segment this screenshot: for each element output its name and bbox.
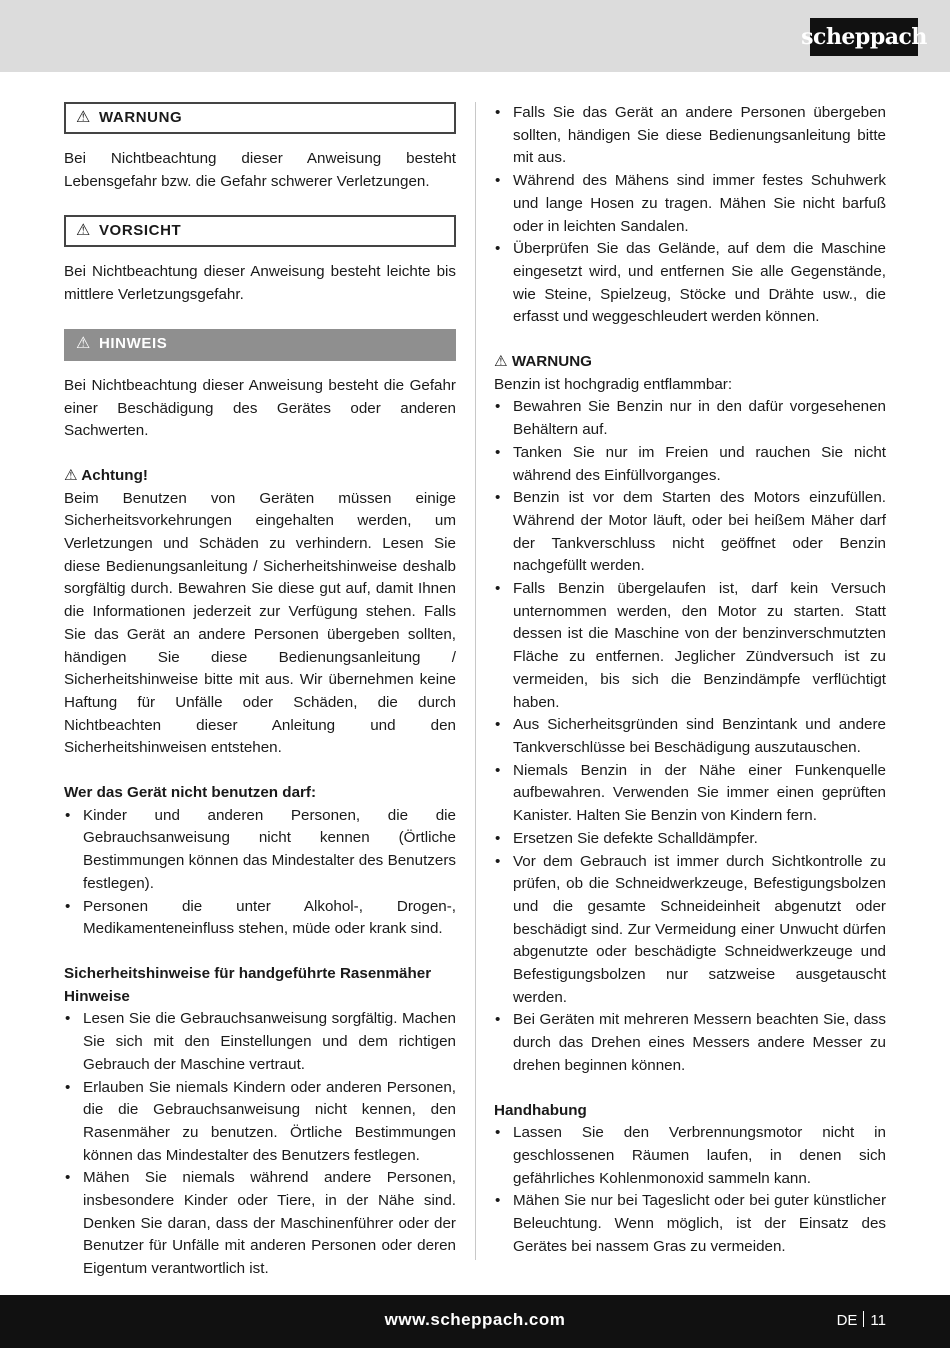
warning-box [64, 102, 456, 134]
language-code: DE [836, 1312, 858, 1329]
warning-triangle-icon: ⚠ [64, 466, 82, 484]
list-item: • Bei Geräten mit mehreren Messern beachten Sie, dass durch das Drehen eines Messers andere Messer zu drehen beginnen können. [494, 1009, 886, 1077]
warning-label: WARNUNG [98, 108, 183, 126]
caution-label: VORSICHT [98, 222, 182, 240]
who-may-not-use-heading: Wer das Gerät nicht benutzen darf: [64, 784, 317, 802]
list-item: • Lassen Sie den Verbrennungsmotor nicht in geschlossenen Räumen laufen, in denen sich gefährliches Kohlenmonoxid sammeln kann. [494, 1122, 886, 1190]
warning-triangle-icon: ⚠ [76, 108, 91, 126]
list-item: • Falls Benzin übergelaufen ist, darf kein Versuch unternommen werden, den Motor zu starten. Statt dessen ist die Maschine von der benzinverschmutzten Fläche zu entfernen. Jeglicher Zündversuch ist zu vermeiden, bis sich die Benzindämpfe verflüchtigt haben. [494, 578, 886, 714]
page-indicator [837, 1311, 886, 1329]
handling-list [494, 1122, 886, 1258]
fuel-warning-list [494, 396, 886, 1077]
warning-triangle-icon: ⚠ [76, 335, 91, 353]
list-item: • Tanken Sie nur im Freien und rauchen Sie nicht während des Einfüllvorganges. [494, 442, 886, 487]
handling-heading: Handhabung [494, 1101, 587, 1119]
list-item: • Ersetzen Sie defekte Schalldämpfer. [494, 828, 886, 851]
list-item: • Personen die unter Alkohol-, Drogen-, Medikamenteneinfluss stehen, müde oder krank sind. [64, 896, 456, 941]
list-item: • Kinder und anderen Personen, die die Gebrauchsanweisung nicht kennen (Örtliche Bestimmungen können das Mindestalter des Benutzers festlegen). [64, 805, 456, 896]
list-item: • Bewahren Sie Benzin nur in den dafür vorgesehenen Behältern auf. [494, 396, 886, 441]
notice-text: Bei Nichtbeachtung dieser Anweisung besteht die Gefahr einer Beschädigung des Gerätes oder anderen Sachwerten. [64, 376, 456, 440]
attention-text: Beim Benutzen von Geräten müssen einige Sicherheitsvorkehrungen eingehalten werden, um Verletzungen und Schäden zu verhindern. Lesen Sie diese Bedienungsanleitung / Sicherheitshinweise deshalb sorgfältig durch. Bewahren Sie diese gut auf, damit Ihnen die Informationen jederzeit zur Verfügung stehen. Falls Sie das Gerät an andere Personen übergeben sollten, händigen Sie diese Bedienungsanleitung / Sicherheitshinweise bitte mit aus. Wir übernehmen keine Haftung für Unfälle oder Schäden, die durch Nichtbeachten dieser Anleitung und den Sicherheitshinweisen entstehen. [64, 489, 456, 757]
fuel-warning-heading: ⚠ WARNUNG [494, 353, 592, 371]
brand-logo: scheppach [810, 18, 918, 56]
header-bar [0, 0, 950, 72]
list-item: • Vor dem Gebrauch ist immer durch Sichtkontrolle zu prüfen, ob die Schneidwerkzeuge, Befestigungsbolzen und die gesamte Schneideinheit abgenutzt oder beschädigt sind. Zur Vermeidung einer Unwucht dürfen abgenutzte oder beschädigte Schneidwerkzeuge und Befestigungsbolzen nur satzweise ausgetauscht werden. [494, 851, 886, 1010]
warning-triangle-icon: ⚠ [494, 353, 512, 371]
left-column [64, 102, 456, 1281]
intro-list [494, 102, 886, 329]
safety-subheading: Hinweise [64, 987, 130, 1005]
list-item: • Benzin ist vor dem Starten des Motors einzufüllen. Während der Motor läuft, oder bei heißem Mäher darf der Tankverschluss nicht geöffnet oder Benzin nachgefüllt werden. [494, 487, 886, 578]
list-item: • Erlauben Sie niemals Kindern oder anderen Personen, die die Gebrauchsanweisung nicht kennen, den Rasenmäher zu benutzen. Örtliche Bestimmungen können das Mindestalter des Benutzers festlegen. [64, 1077, 456, 1168]
list-item: • Mähen Sie nur bei Tageslicht oder bei guter künstlicher Beleuchtung. Wenn möglich, ist der Einsatz des Gerätes bei nassem Gras zu vermeiden. [494, 1190, 886, 1258]
footer-url-link[interactable]: www.scheppach.com [384, 1310, 566, 1329]
list-item: • Während des Mähens sind immer festes Schuhwerk und lange Hosen zu tragen. Mähen Sie nicht barfuß oder in leichten Sandalen. [494, 170, 886, 238]
caution-text: Bei Nichtbeachtung dieser Anweisung besteht leichte bis mittlere Verletzungsgefahr. [64, 263, 456, 304]
list-item: • Lesen Sie die Gebrauchsanweisung sorgfältig. Machen Sie sich mit den Einstellungen und dem richtigen Gebrauch der Maschine vertraut. [64, 1008, 456, 1076]
warning-triangle-icon: ⚠ [76, 222, 91, 240]
page-number: 11 [870, 1312, 886, 1329]
notice-label: HINWEIS [98, 335, 168, 353]
list-item: • Überprüfen Sie das Gelände, auf dem die Maschine eingesetzt wird, und entfernen Sie alle Gegenstände, wie Steine, Spielzeug, Stöcke und Drähte usw., die erfasst und weggeschleudert werden können. [494, 238, 886, 329]
attention-heading: ⚠ Achtung! [64, 466, 148, 484]
safety-list [64, 1008, 456, 1280]
list-item: • Falls Sie das Gerät an andere Personen übergeben sollten, händigen Sie diese Bedienungsanleitung bitte mit aus. [494, 102, 886, 170]
fuel-warning-intro: Benzin ist hochgradig entflammbar: [494, 375, 733, 393]
list-item: • Niemals Benzin in der Nähe einer Funkenquelle aufbewahren. Verwenden Sie immer einen geprüften Kanister. Halten Sie Benzin von Kindern fern. [494, 760, 886, 828]
caution-box [64, 215, 456, 247]
list-item: • Aus Sicherheitsgründen sind Benzintank und andere Tankverschlüsse bei Beschädigung auszutauschen. [494, 714, 886, 759]
notice-box [64, 329, 456, 361]
warning-text: Bei Nichtbeachtung dieser Anweisung besteht Lebensgefahr bzw. die Gefahr schwerer Verletzungen. [64, 150, 456, 190]
footer-bar [0, 1295, 950, 1348]
safety-heading: Sicherheitshinweise für handgeführte Rasenmäher [64, 964, 432, 982]
column-divider [475, 102, 476, 1260]
list-item: • Mähen Sie niemals während andere Personen, insbesondere Kinder oder Tiere, in der Nähe sind. Denken Sie daran, dass der Maschinenführer oder der Benutzer für Unfälle mit anderen Personen oder deren Eigentum verantwortlich ist. [64, 1167, 456, 1281]
who-may-not-use-list [64, 805, 456, 941]
right-column [494, 102, 886, 1258]
